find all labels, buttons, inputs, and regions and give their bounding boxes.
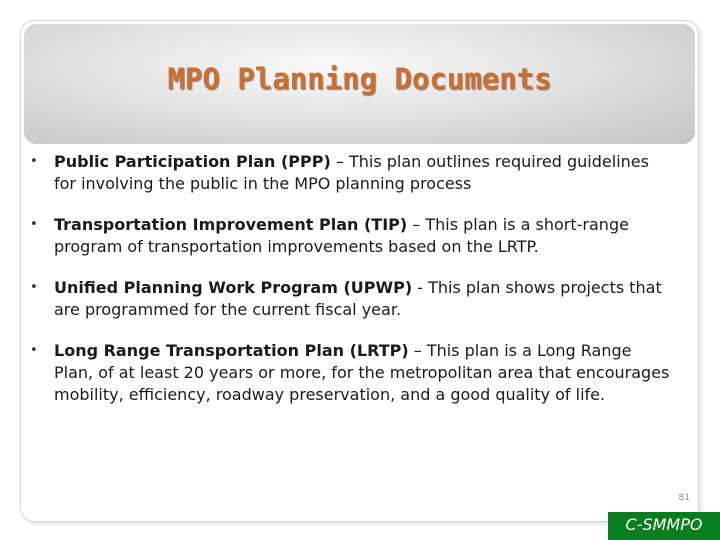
item-term: Long Range Transportation Plan (LRTP) <box>54 341 409 360</box>
logo-text: C-SMMPO <box>625 515 703 534</box>
bullet-icon: • <box>30 343 38 358</box>
list-item <box>30 340 670 406</box>
item-text: – This plan is a Long Range Plan, of at least 20 years or more, for the metropolitan area that encourages mobility, efficiency, roadway preservation, and a good quality of life. <box>54 341 670 404</box>
slide-title: MPO Planning Documents <box>167 62 552 96</box>
page-number: 81 <box>678 493 690 503</box>
bullet-icon: • <box>30 154 38 169</box>
item-term: Public Participation Plan (PPP) <box>54 152 331 171</box>
list-item <box>30 277 670 321</box>
logo <box>608 512 720 540</box>
list-item <box>30 214 670 258</box>
item-text: - This plan shows projects that are programmed for the current fiscal year. <box>54 278 662 319</box>
item-term: Transportation Improvement Plan (TIP) <box>54 215 408 234</box>
bullet-icon: • <box>30 280 38 295</box>
item-term: Unified Planning Work Program (UPWP) <box>54 278 413 297</box>
bullet-icon: • <box>30 217 38 232</box>
item-text: – This plan outlines required guidelines for involving the public in the MPO planning process <box>54 152 649 193</box>
list-item <box>30 151 670 195</box>
item-text: – This plan is a short-range program of transportation improvements based on the LRTP. <box>54 215 629 256</box>
bullet-list <box>30 151 670 406</box>
